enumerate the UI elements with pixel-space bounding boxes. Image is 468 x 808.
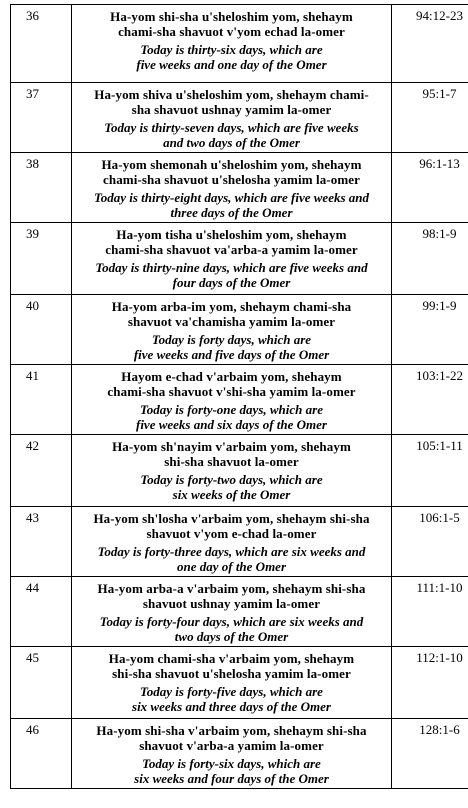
day-number: 46	[11, 719, 72, 789]
day-number: 36	[11, 5, 72, 83]
psalm-reference: 106:1-5	[392, 507, 468, 577]
psalm-reference: 94:12-23	[392, 5, 468, 83]
table-row	[11, 507, 468, 577]
translation-line: five weeks and six days of the Omer	[135, 417, 327, 432]
omer-count-page	[10, 4, 464, 789]
translation-line: four days of the Omer	[172, 275, 291, 290]
translation-block	[76, 472, 387, 502]
blessing-cell	[72, 435, 392, 507]
blessing-cell	[72, 577, 392, 647]
transliteration-line: Ha-yom arba-im yom, shehaym chami-sha	[111, 299, 352, 314]
day-number: 43	[11, 507, 72, 577]
blessing-cell	[72, 83, 392, 153]
day-number: 40	[11, 295, 72, 365]
table-row	[11, 83, 468, 153]
translation-line: six weeks and three days of the Omer	[132, 699, 331, 714]
translation-line: five weeks and one day of the Omer	[136, 57, 327, 72]
blessing-cell	[72, 365, 392, 435]
transliteration-line: sha shavuot ushnay yamim la-omer	[131, 102, 332, 117]
transliteration-line: Ha-yom shemonah u'sheloshim yom, shehaym	[101, 157, 362, 172]
day-number: 39	[11, 223, 72, 295]
translation-block	[76, 42, 387, 72]
transliteration-line: shavuot va'chamisha yamim la-omer	[127, 314, 336, 329]
psalm-reference: 99:1-9	[392, 295, 468, 365]
translation-line: Today is thirty-nine days, which are five weeks and	[95, 260, 368, 275]
transliteration-line: Ha-yom chami-sha v'arbaim yom, shehaym	[108, 651, 355, 666]
translation-line: Today is forty days, which are	[151, 332, 312, 347]
omer-count-table	[10, 4, 468, 789]
translation-line: one day of the Omer	[176, 559, 287, 574]
translation-line: six weeks of the Omer	[172, 487, 291, 502]
transliteration-line: chami-sha shavuot v'shi-sha yamim la-omer	[107, 384, 356, 399]
transliteration-line: Ha-yom sh'losha v'arbaim yom, shehaym shi-sha	[93, 511, 370, 526]
blessing-cell	[72, 223, 392, 295]
translation-line: Today is forty-five days, which are	[140, 684, 323, 699]
day-number: 41	[11, 365, 72, 435]
transliteration-line: Ha-yom shi-sha u'sheloshim yom, shehaym	[110, 9, 353, 24]
psalm-reference: 98:1-9	[392, 223, 468, 295]
translation-block	[76, 684, 387, 714]
translation-line: six weeks and four days of the Omer	[134, 771, 329, 786]
blessing-cell	[72, 507, 392, 577]
day-number: 38	[11, 153, 72, 223]
transliteration-line: shi-sha shavuot u'shelosha yamim la-omer	[112, 666, 351, 681]
translation-block	[76, 614, 387, 644]
table-row	[11, 435, 468, 507]
table-row	[11, 365, 468, 435]
psalm-reference: 128:1-6	[392, 719, 468, 789]
translation-line: Today is thirty-seven days, which are five weeks	[104, 120, 359, 135]
translation-line: three days of the Omer	[170, 205, 293, 220]
transliteration-line: shi-sha shavuot la-omer	[164, 454, 299, 469]
table-row	[11, 295, 468, 365]
translation-line: five weeks and five days of the Omer	[133, 347, 330, 362]
translation-line: Today is forty-two days, which are	[140, 472, 323, 487]
translation-line: Today is forty-four days, which are six weeks and	[99, 614, 364, 629]
translation-line: two days of the Omer	[174, 629, 289, 644]
psalm-reference: 95:1-7	[392, 83, 468, 153]
translation-line: Today is thirty-eight days, which are five weeks and	[93, 190, 370, 205]
translation-line: and two days of the Omer	[163, 135, 300, 150]
transliteration-line: shavuot v'arba-a yamim la-omer	[139, 738, 324, 753]
translation-block	[76, 332, 387, 362]
psalm-reference: 112:1-10	[392, 647, 468, 719]
psalm-reference: 96:1-13	[392, 153, 468, 223]
translation-line: Today is forty-three days, which are six weeks and	[97, 544, 366, 559]
table-row	[11, 719, 468, 789]
transliteration-line: Hayom e-chad v'arbaim yom, shehaym	[121, 369, 342, 384]
day-number: 44	[11, 577, 72, 647]
translation-block	[76, 402, 387, 432]
psalm-reference: 111:1-10	[392, 577, 468, 647]
blessing-cell	[72, 647, 392, 719]
transliteration-line: chami-sha shavuot va'arba-a yamim la-omer	[105, 242, 358, 257]
translation-block	[76, 120, 387, 150]
transliteration-line: Ha-yom tisha u'sheloshim yom, shehaym	[116, 227, 347, 242]
transliteration-line: Ha-yom shiva u'sheloshim yom, shehaym chami-	[94, 87, 369, 102]
day-number: 37	[11, 83, 72, 153]
psalm-reference: 105:1-11	[392, 435, 468, 507]
blessing-cell	[72, 719, 392, 789]
translation-line: Today is forty-one days, which are	[140, 402, 323, 417]
transliteration-line: shavuot v'yom e-chad la-omer	[146, 526, 317, 541]
transliteration-line: Ha-yom arba-a v'arbaim yom, shehaym shi-sha	[97, 581, 366, 596]
transliteration-line: Ha-yom sh'nayim v'arbaim yom, shehaym	[112, 439, 351, 454]
table-row	[11, 577, 468, 647]
blessing-cell	[72, 153, 392, 223]
blessing-cell	[72, 295, 392, 365]
day-number: 42	[11, 435, 72, 507]
table-row	[11, 5, 468, 83]
psalm-reference: 103:1-22	[392, 365, 468, 435]
translation-block	[76, 260, 387, 290]
transliteration-line: shavuot ushnay yamim la-omer	[142, 596, 321, 611]
table-row	[11, 153, 468, 223]
translation-block	[76, 544, 387, 574]
blessing-cell	[72, 5, 392, 83]
transliteration-line: Ha-yom shi-sha v'arbaim yom, shehaym shi-sha	[96, 723, 367, 738]
table-row	[11, 647, 468, 719]
translation-block	[76, 190, 387, 220]
table-row	[11, 223, 468, 295]
translation-line: Today is forty-six days, which are	[142, 756, 321, 771]
translation-block	[76, 756, 387, 786]
transliteration-line: chami-sha shavuot u'shelosha yamim la-omer	[103, 172, 360, 187]
transliteration-line: chami-sha shavuot v'yom echad la-omer	[118, 24, 345, 39]
table-body	[11, 5, 468, 789]
translation-line: Today is thirty-six days, which are	[140, 42, 323, 57]
day-number: 45	[11, 647, 72, 719]
